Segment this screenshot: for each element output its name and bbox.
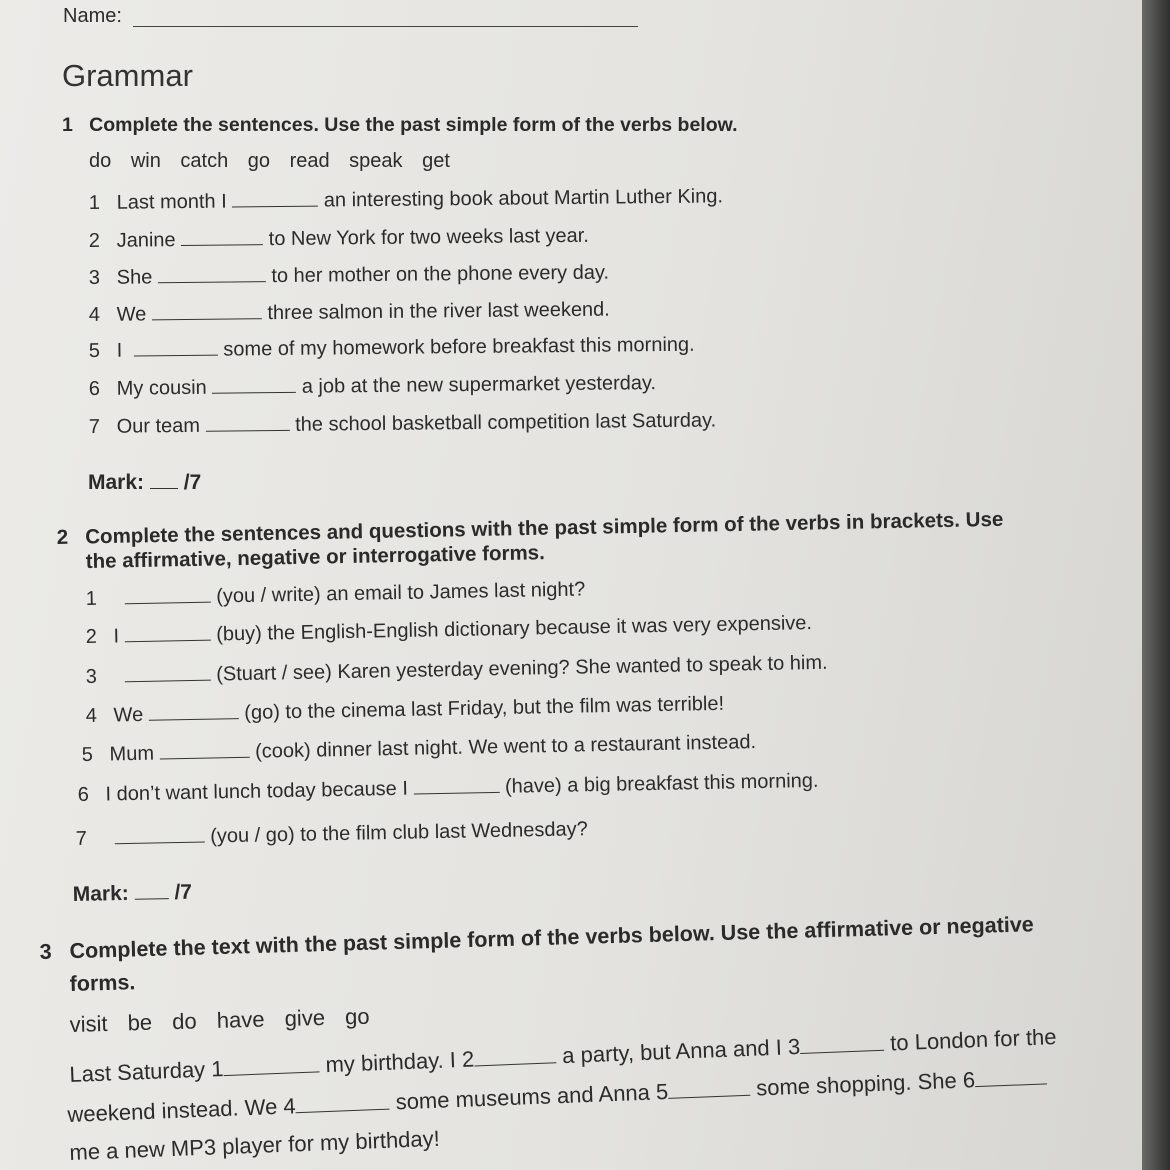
item-text: to her mother on the phone every day. (271, 261, 610, 288)
ex2-item (76, 816, 588, 851)
answer-blank[interactable] (212, 374, 296, 394)
ex2-item (86, 576, 586, 611)
verb-word: read (289, 150, 330, 172)
item-text: I (116, 339, 123, 362)
answer-blank[interactable] (205, 412, 289, 432)
item-text: Our team (116, 414, 201, 438)
item-number: 4 (88, 303, 101, 327)
item-text: My cousin (116, 376, 207, 400)
item-text: (have) a big breakfast this morning. (504, 769, 819, 798)
item-number: 2 (88, 229, 101, 253)
ex1-instruction: Complete the sentences. Use the past simple form of the verbs below. (89, 114, 738, 136)
answer-blank[interactable] (124, 622, 210, 643)
item-number: 1 (85, 587, 98, 611)
mark-total: /7 (174, 880, 193, 905)
item-number: 1 (88, 191, 101, 215)
ex1-verb-box (89, 150, 464, 173)
item-text: We (113, 703, 144, 727)
answer-blank[interactable] (975, 1065, 1048, 1087)
name-field[interactable] (133, 26, 638, 27)
ex1-item (89, 223, 589, 253)
ex1-item (89, 183, 723, 215)
item-number: 3 (88, 266, 101, 290)
item-number: 4 (85, 704, 98, 728)
verb-word: do (171, 1008, 198, 1035)
item-text: Mum (109, 742, 155, 766)
item-number: 7 (88, 415, 101, 439)
ex2-item (82, 729, 757, 767)
text-segment: some shopping. She 6 (755, 1067, 976, 1101)
ex3-instruction: Complete the text with the past simple form of the verbs below. Use the affirmative or negative (69, 912, 1035, 964)
ex1-item (89, 297, 610, 327)
verb-word: give (284, 1004, 326, 1031)
ex2-item (86, 610, 813, 649)
ex2-mark (73, 880, 193, 907)
ex2-instruction: Complete the sentences and questions with the past simple form of the verbs in brackets. Use (85, 507, 1004, 549)
verb-word: speak (349, 150, 403, 172)
item-number: 5 (81, 743, 94, 767)
ex1-number: 1 (62, 114, 73, 136)
ex3-verb-box (69, 1003, 384, 1038)
ex1-mark (88, 470, 201, 495)
text-segment: to London for the (889, 1024, 1057, 1056)
answer-blank[interactable] (800, 1032, 885, 1054)
answer-blank[interactable] (223, 1053, 320, 1076)
item-text: an interesting book about Martin Luther King. (323, 185, 724, 212)
text-segment: a party, but Anna and I 3 (561, 1033, 801, 1069)
answer-blank[interactable] (152, 300, 262, 320)
answer-blank[interactable] (134, 337, 218, 357)
page-title: Grammar (62, 58, 193, 93)
ex1-heading (62, 114, 737, 137)
ex2-instruction-cont: the affirmative, negative or interrogative forms. (85, 541, 546, 574)
answer-blank[interactable] (124, 662, 210, 683)
item-text: We (116, 303, 147, 326)
text-segment: Last Saturday 1 (69, 1056, 224, 1088)
text-segment: weekend instead. We 4 (67, 1093, 297, 1128)
answer-blank[interactable] (474, 1044, 557, 1066)
verb-word: be (127, 1009, 153, 1036)
mark-blank[interactable] (150, 470, 178, 489)
answer-blank[interactable] (668, 1077, 751, 1099)
item-text: Last month I (116, 190, 227, 214)
item-text: (you / write) an email to James last night? (216, 578, 586, 608)
page-edge-shadow (1142, 0, 1170, 1170)
item-text: the school basketball competition last Saturday. (295, 409, 717, 436)
answer-blank[interactable] (114, 824, 204, 845)
verb-word: catch (180, 150, 229, 172)
item-text: three salmon in the river last weekend. (267, 298, 610, 325)
item-number: 2 (85, 625, 98, 649)
item-text: (cook) dinner last night. We went to a restaurant instead. (254, 731, 757, 763)
item-text: Janine (116, 229, 176, 252)
ex1-item (89, 260, 609, 290)
answer-blank[interactable] (413, 774, 499, 795)
answer-blank[interactable] (158, 263, 266, 283)
item-text: (Stuart / see) Karen yesterday evening? She wanted to speak to him. (216, 651, 828, 686)
ex3-text-line (69, 1126, 440, 1166)
ex3-number: 3 (39, 939, 52, 965)
verb-word: have (216, 1006, 265, 1033)
mark-label: Mark: (88, 471, 145, 494)
item-text: to New York for two weeks last year. (268, 224, 589, 251)
item-number: 6 (88, 377, 101, 401)
ex2-item (86, 691, 725, 728)
mark-label: Mark: (72, 881, 130, 907)
verb-word: go (247, 150, 271, 172)
item-text: some of my homework before breakfast this morning. (223, 333, 695, 361)
item-number: 3 (85, 665, 98, 689)
answer-blank[interactable] (149, 700, 239, 721)
item-text: (buy) the English-English dictionary because it was very expensive. (216, 612, 813, 646)
ex3-instruction-cont: forms. (69, 970, 136, 997)
verb-word: visit (69, 1010, 108, 1038)
mark-total: /7 (183, 471, 202, 494)
ex3-heading (39, 912, 1034, 965)
item-text: (go) to the cinema last Friday, but the film was terrible! (244, 692, 725, 724)
answer-blank[interactable] (124, 584, 210, 605)
item-text: I don’t want lunch today because I (105, 777, 409, 806)
item-text: (you / go) to the film club last Wednesday? (210, 818, 588, 848)
verb-word: go (344, 1003, 370, 1030)
verb-word: win (130, 150, 161, 172)
ex2-item (78, 768, 819, 807)
text-segment: my birthday. I 2 (325, 1046, 475, 1078)
answer-blank[interactable] (159, 739, 249, 760)
item-text: a job at the new supermarket yesterday. (301, 372, 657, 398)
ex1-item (89, 370, 656, 401)
ex1-item (89, 332, 695, 363)
name-label: Name: (63, 5, 122, 27)
ex1-item (89, 407, 716, 439)
mark-blank[interactable] (134, 880, 168, 900)
item-number: 7 (75, 827, 88, 851)
item-number: 6 (77, 783, 90, 807)
item-text: I (113, 625, 120, 648)
text-segment: some museums and Anna 5 (395, 1078, 669, 1115)
item-number: 5 (88, 339, 101, 363)
answer-blank[interactable] (232, 188, 318, 208)
ex2-item (86, 650, 828, 689)
answer-blank[interactable] (295, 1091, 390, 1114)
item-text: She (116, 266, 153, 289)
ex2-number: 2 (56, 525, 69, 550)
answer-blank[interactable] (181, 226, 263, 246)
text-segment: me a new MP3 player for my birthday! (69, 1125, 441, 1166)
verb-word: do (89, 150, 112, 172)
verb-word: get (422, 150, 450, 172)
